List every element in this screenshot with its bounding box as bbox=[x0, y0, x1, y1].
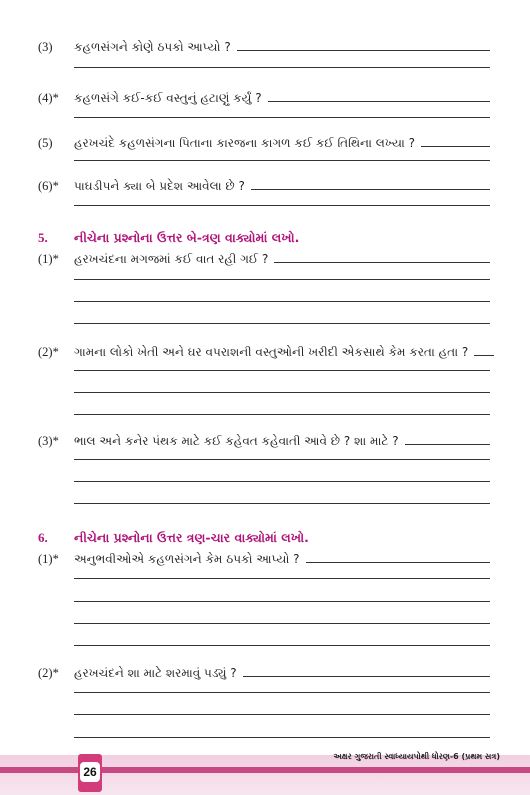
answer-line[interactable] bbox=[74, 459, 490, 460]
question-text: હરખચંદે કહળસંગના પિતાના કારજના કાગળ કઈ કઈ તિથિના લખ્યા ? bbox=[74, 136, 416, 150]
answer-line[interactable] bbox=[74, 645, 490, 646]
answer-line[interactable] bbox=[74, 503, 490, 504]
question-number: (3) bbox=[38, 40, 53, 54]
answer-line[interactable] bbox=[74, 323, 490, 324]
question-text: હરખચંદના મગજમાં કઈ વાત રહી ગઈ ? bbox=[74, 252, 269, 266]
question-text: અનુભવીઓએ કહળસંગને કેમ ઠપકો આપ્યો ? bbox=[74, 552, 300, 566]
answer-line[interactable] bbox=[268, 101, 490, 102]
answer-line[interactable] bbox=[74, 601, 490, 602]
section-number: 6. bbox=[38, 530, 48, 545]
question-number: (2)* bbox=[38, 666, 59, 680]
answer-line[interactable] bbox=[74, 67, 490, 68]
question-number: (5) bbox=[38, 136, 53, 150]
section6-question-2 bbox=[38, 666, 490, 680]
question-number: (3)* bbox=[38, 434, 59, 448]
answer-line[interactable] bbox=[74, 623, 490, 624]
section-6-heading bbox=[38, 530, 309, 546]
answer-line[interactable] bbox=[74, 205, 490, 206]
question-text: ગામના લોકો ખેતી અને ઘર વપરાશની વસ્તુઓની ખરીદી એકસાથે કેમ કરતા હતા ? bbox=[74, 345, 469, 359]
question-text: કહળસંગે કઈ-કઈ વસ્તુનું હટાણું કર્યું ? bbox=[74, 91, 262, 105]
section-5-heading bbox=[38, 230, 299, 246]
answer-line[interactable] bbox=[74, 481, 490, 482]
question-text: પાઘડીપને ક્યા બે પ્રદેશ આવેલા છે ? bbox=[74, 179, 245, 193]
question-text: ભાલ અને કનેર પંથક માટે કઈ કહેવત કહેવાતી આવે છે ? શા માટે ? bbox=[74, 434, 399, 448]
answer-line[interactable] bbox=[74, 301, 490, 302]
question-5 bbox=[38, 136, 490, 150]
question-number: (6)* bbox=[38, 179, 59, 193]
answer-line[interactable] bbox=[243, 676, 490, 677]
question-3 bbox=[38, 40, 490, 54]
question-number: (1)* bbox=[38, 252, 59, 266]
page-number: 26 bbox=[80, 762, 100, 782]
section6-question-1 bbox=[38, 552, 490, 566]
question-4 bbox=[38, 91, 490, 105]
answer-line[interactable] bbox=[74, 414, 490, 415]
section5-question-3 bbox=[38, 434, 490, 448]
answer-line[interactable] bbox=[251, 189, 490, 190]
question-number: (1)* bbox=[38, 552, 59, 566]
answer-line[interactable] bbox=[74, 160, 490, 161]
answer-line[interactable] bbox=[421, 146, 490, 147]
answer-line[interactable] bbox=[74, 370, 490, 371]
answer-line[interactable] bbox=[74, 117, 490, 118]
question-number: (4)* bbox=[38, 91, 59, 105]
answer-line[interactable] bbox=[474, 355, 494, 356]
section-number: 5. bbox=[38, 230, 48, 245]
answer-line[interactable] bbox=[306, 562, 490, 563]
answer-line[interactable] bbox=[274, 262, 490, 263]
answer-line[interactable] bbox=[74, 578, 490, 579]
answer-line[interactable] bbox=[74, 279, 490, 280]
answer-line[interactable] bbox=[237, 50, 490, 51]
question-text: હરખચંદને શા માટે શરમાવું પડ્યું ? bbox=[74, 666, 237, 680]
question-6 bbox=[38, 179, 490, 193]
section5-question-2 bbox=[38, 345, 490, 359]
section-title: નીચેના પ્રશ્નોના ઉત્તર બે-ત્રણ વાક્યોમાં લખો. bbox=[74, 230, 300, 245]
answer-line[interactable] bbox=[74, 692, 490, 693]
answer-line[interactable] bbox=[74, 714, 490, 715]
question-number: (2)* bbox=[38, 345, 59, 359]
question-text: કહળસંગને કોણે ઠપકો આપ્યો ? bbox=[74, 40, 231, 54]
answer-line[interactable] bbox=[74, 737, 490, 738]
answer-line[interactable] bbox=[405, 444, 490, 445]
section-title: નીચેના પ્રશ્નોના ઉત્તર ત્રણ-ચાર વાક્યોમાં લખો. bbox=[74, 530, 309, 545]
book-title: અક્ષર ગુજરાતી સ્વાધ્યાયપોથી ધોરણ-6 (પ્રથમ સત્ર) bbox=[333, 752, 500, 761]
answer-line[interactable] bbox=[74, 392, 490, 393]
section5-question-1 bbox=[38, 252, 490, 266]
